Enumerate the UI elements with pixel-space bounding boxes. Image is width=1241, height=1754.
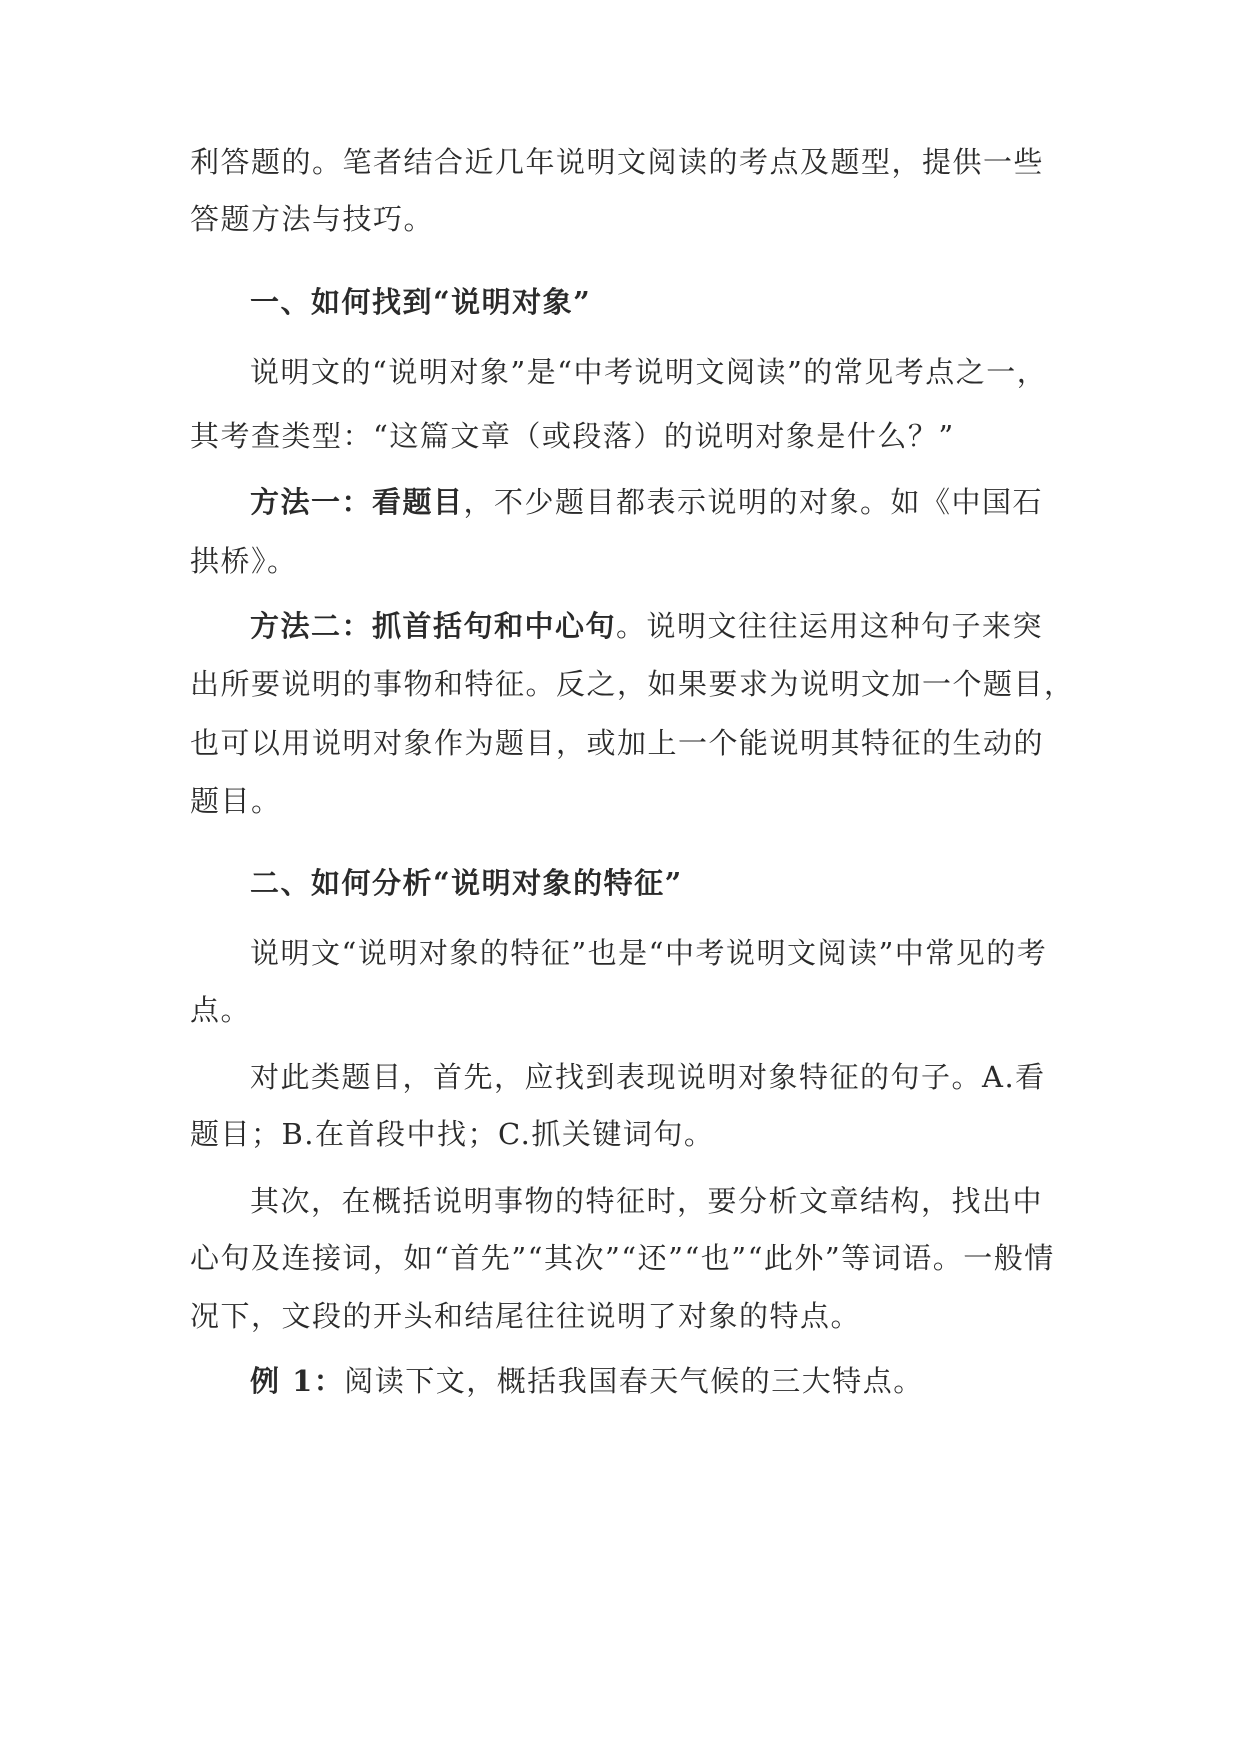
section-2-paragraph-1-line-1: 说明文“说明对象的特征”也是“中考说明文阅读”中常见的考: [250, 936, 1048, 970]
section-2-paragraph-3-line-1: 其次，在概括说明事物的特征时，要分析文章结构，找出中: [250, 1184, 1044, 1218]
section-2-paragraph-2-line-1: 对此类题目，首先，应找到表现说明对象特征的句子。A.看: [250, 1060, 1046, 1094]
section-2-paragraph-3-line-3: 况下，文段的开头和结尾往往说明了对象的特点。: [190, 1299, 862, 1333]
method-2-line-4: 题目。: [190, 784, 282, 818]
section-2-paragraph-3-line-2: 心句及连接词，如“首先”“其次”“还”“也”“此外”等词语。一般情: [190, 1241, 1055, 1275]
method-1-label: 方法一：看题目: [250, 485, 464, 519]
example-1-label: 例 1：: [250, 1364, 345, 1398]
intro-line-1: 利答题的。笔者结合近几年说明文阅读的考点及题型，提供一些: [190, 145, 1045, 179]
section-2-paragraph-2-line-2: 题目；B.在首段中找；C.抓关键词句。: [190, 1117, 715, 1151]
method-2-line-3: 也可以用说明对象作为题目，或加上一个能说明其特征的生动的: [190, 726, 1045, 760]
example-1-line: [250, 1361, 924, 1401]
section-1-paragraph-1-line-1: 说明文的“说明对象”是“中考说明文阅读”的常见考点之一，: [250, 355, 1048, 389]
intro-line-2: 答题方法与技巧。: [190, 202, 435, 236]
method-1-line-1: [250, 482, 1043, 522]
method-2-label: 方法二：抓首括句和中心句: [250, 609, 617, 643]
method-2-line-1: [250, 606, 1043, 646]
section-1-heading: 一、如何找到“说明对象”: [250, 285, 592, 319]
method-2-line-2: 出所要说明的事物和特征。反之，如果要求为说明文加一个题目，: [190, 667, 1075, 701]
section-2-heading: 二、如何分析“说明对象的特征”: [250, 866, 683, 900]
method-2-text: 。说明文往往运用这种句子来突: [616, 609, 1044, 643]
method-1-text: ，不少题目都表示说明的对象。如《中国石: [463, 485, 1044, 519]
section-2-paragraph-1-line-2: 点。: [190, 993, 252, 1027]
method-1-line-2: 拱桥》。: [190, 544, 298, 578]
section-1-paragraph-1-line-2: 其考查类型：“这篇文章（或段落）的说明对象是什么？”: [190, 419, 955, 453]
example-1-text: 阅读下文，概括我国春天气候的三大特点。: [344, 1364, 924, 1398]
